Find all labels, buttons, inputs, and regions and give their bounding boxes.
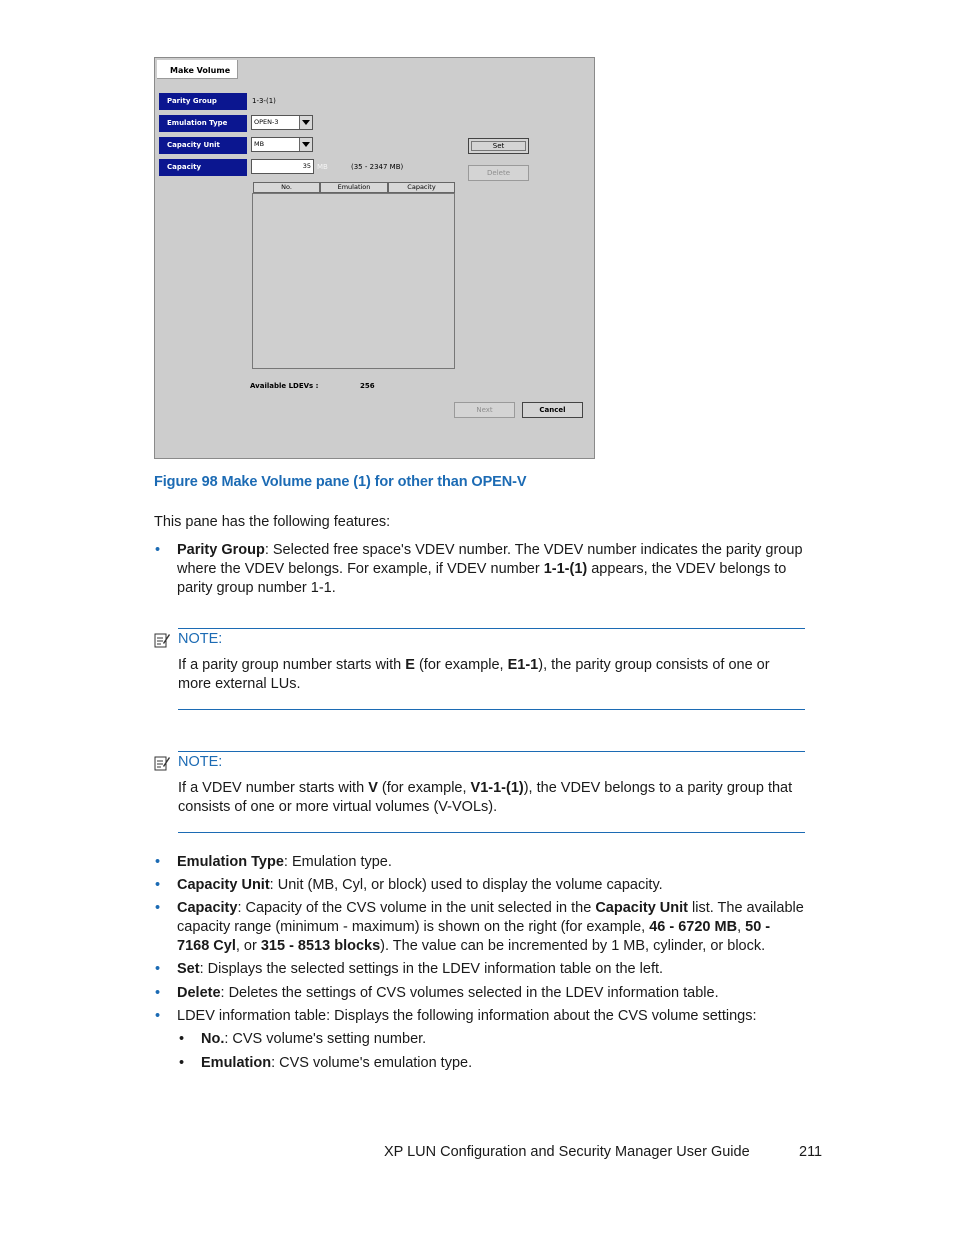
- sub-list-item-emulation: • Emulation: CVS volume's emulation type.: [179, 1055, 473, 1071]
- emulation-type-value: OPEN-3: [254, 118, 279, 126]
- list-item-ldev-table: • LDEV information table: Displays the following information about the CVS volume settings:: [155, 1008, 757, 1024]
- pane-title-tab: [157, 60, 238, 79]
- note-divider: [178, 832, 805, 833]
- available-ldevs-label: Available LDEVs :: [250, 382, 319, 390]
- note-divider: [178, 751, 805, 752]
- note-pencil-icon: [154, 632, 170, 648]
- capacity-label: Capacity: [159, 159, 247, 176]
- pane-title: Make Volume: [170, 66, 231, 75]
- list-item-capacity-unit: • Capacity Unit: Unit (MB, Cyl, or block) used to display the volume capacity.: [155, 877, 663, 893]
- bullet-icon: •: [155, 854, 161, 870]
- parity-group-value: 1-3-(1): [252, 97, 276, 105]
- bullet-icon: •: [155, 985, 161, 1001]
- parity-group-label: Parity Group: [159, 93, 247, 110]
- note-divider: [178, 628, 805, 629]
- emulation-type-label: Emulation Type: [159, 115, 247, 132]
- emulation-type-select[interactable]: [251, 115, 313, 130]
- list-item-delete: • Delete: Deletes the settings of CVS volumes selected in the LDEV information table.: [155, 985, 719, 1001]
- chevron-down-icon[interactable]: [299, 116, 312, 129]
- note-label: NOTE:: [178, 631, 223, 647]
- capacity-unit-value: MB: [254, 140, 265, 148]
- capacity-unit-suffix: MB: [317, 163, 328, 171]
- list-item-set: • Set: Displays the selected settings in the LDEV information table on the left.: [155, 961, 664, 977]
- list-item-capacity: • Capacity: Capacity of the CVS volume in the unit selected in the Capacity Unit list. The available capacity range (minimum - maximum) is shown on the right (for example, 46 - 6720 MB, 50 - 7168 Cyl, or 315 - 8513 blocks). The value can be incremented by 1 MB, cylinder, or block.: [155, 900, 804, 954]
- bullet-icon: •: [179, 1055, 185, 1071]
- column-header-no[interactable]: No.: [253, 182, 320, 193]
- capacity-input[interactable]: [251, 159, 314, 174]
- note-body: If a parity group number starts with E (for example, E1-1), the parity group consists of one or more external LUs.: [178, 657, 770, 692]
- capacity-range: (35 - 2347 MB): [351, 163, 404, 171]
- note-pencil-icon: [154, 755, 170, 771]
- intro-text: This pane has the following features:: [154, 514, 391, 530]
- bullet-icon: •: [155, 961, 161, 977]
- bullet-icon: •: [155, 542, 161, 558]
- list-item-parity-group: • Parity Group: Selected free space's VDEV number. The VDEV number indicates the parity group where the VDEV belongs. For example, if VDEV number 1-1-(1) appears, the VDEV belongs to parity group number 1-1.: [155, 542, 803, 596]
- capacity-unit-select[interactable]: [251, 137, 313, 152]
- bullet-icon: •: [155, 1008, 161, 1024]
- note-body: If a VDEV number starts with V (for example, V1-1-(1)), the VDEV belongs to a parity group that consists of one or more virtual volumes (V-VOLs).: [178, 780, 793, 815]
- note-label: NOTE:: [178, 754, 223, 770]
- list-item-emulation-type: • Emulation Type: Emulation type.: [155, 854, 392, 870]
- set-button[interactable]: Set: [468, 138, 529, 154]
- next-button[interactable]: Next: [454, 402, 515, 418]
- chevron-down-icon[interactable]: [299, 138, 312, 151]
- page-number: 211: [799, 1144, 823, 1160]
- delete-button[interactable]: Delete: [468, 165, 529, 181]
- column-header-capacity[interactable]: Capacity: [388, 182, 455, 193]
- note-divider: [178, 709, 805, 710]
- capacity-unit-label: Capacity Unit: [159, 137, 247, 154]
- bullet-icon: •: [155, 900, 161, 916]
- bullet-icon: •: [155, 877, 161, 893]
- column-header-emulation[interactable]: Emulation: [320, 182, 388, 193]
- footer-title: XP LUN Configuration and Security Manager User Guide: [384, 1144, 750, 1160]
- ldev-information-table[interactable]: [252, 193, 455, 369]
- available-ldevs-value: 256: [360, 382, 375, 390]
- capacity-value: 35: [302, 162, 311, 170]
- bullet-icon: •: [179, 1031, 185, 1047]
- sub-list-item-no: • No.: CVS volume's setting number.: [179, 1031, 427, 1047]
- make-volume-pane: [154, 57, 595, 459]
- cancel-button[interactable]: Cancel: [522, 402, 583, 418]
- figure-caption: Figure 98 Make Volume pane (1) for other than OPEN-V: [154, 474, 527, 490]
